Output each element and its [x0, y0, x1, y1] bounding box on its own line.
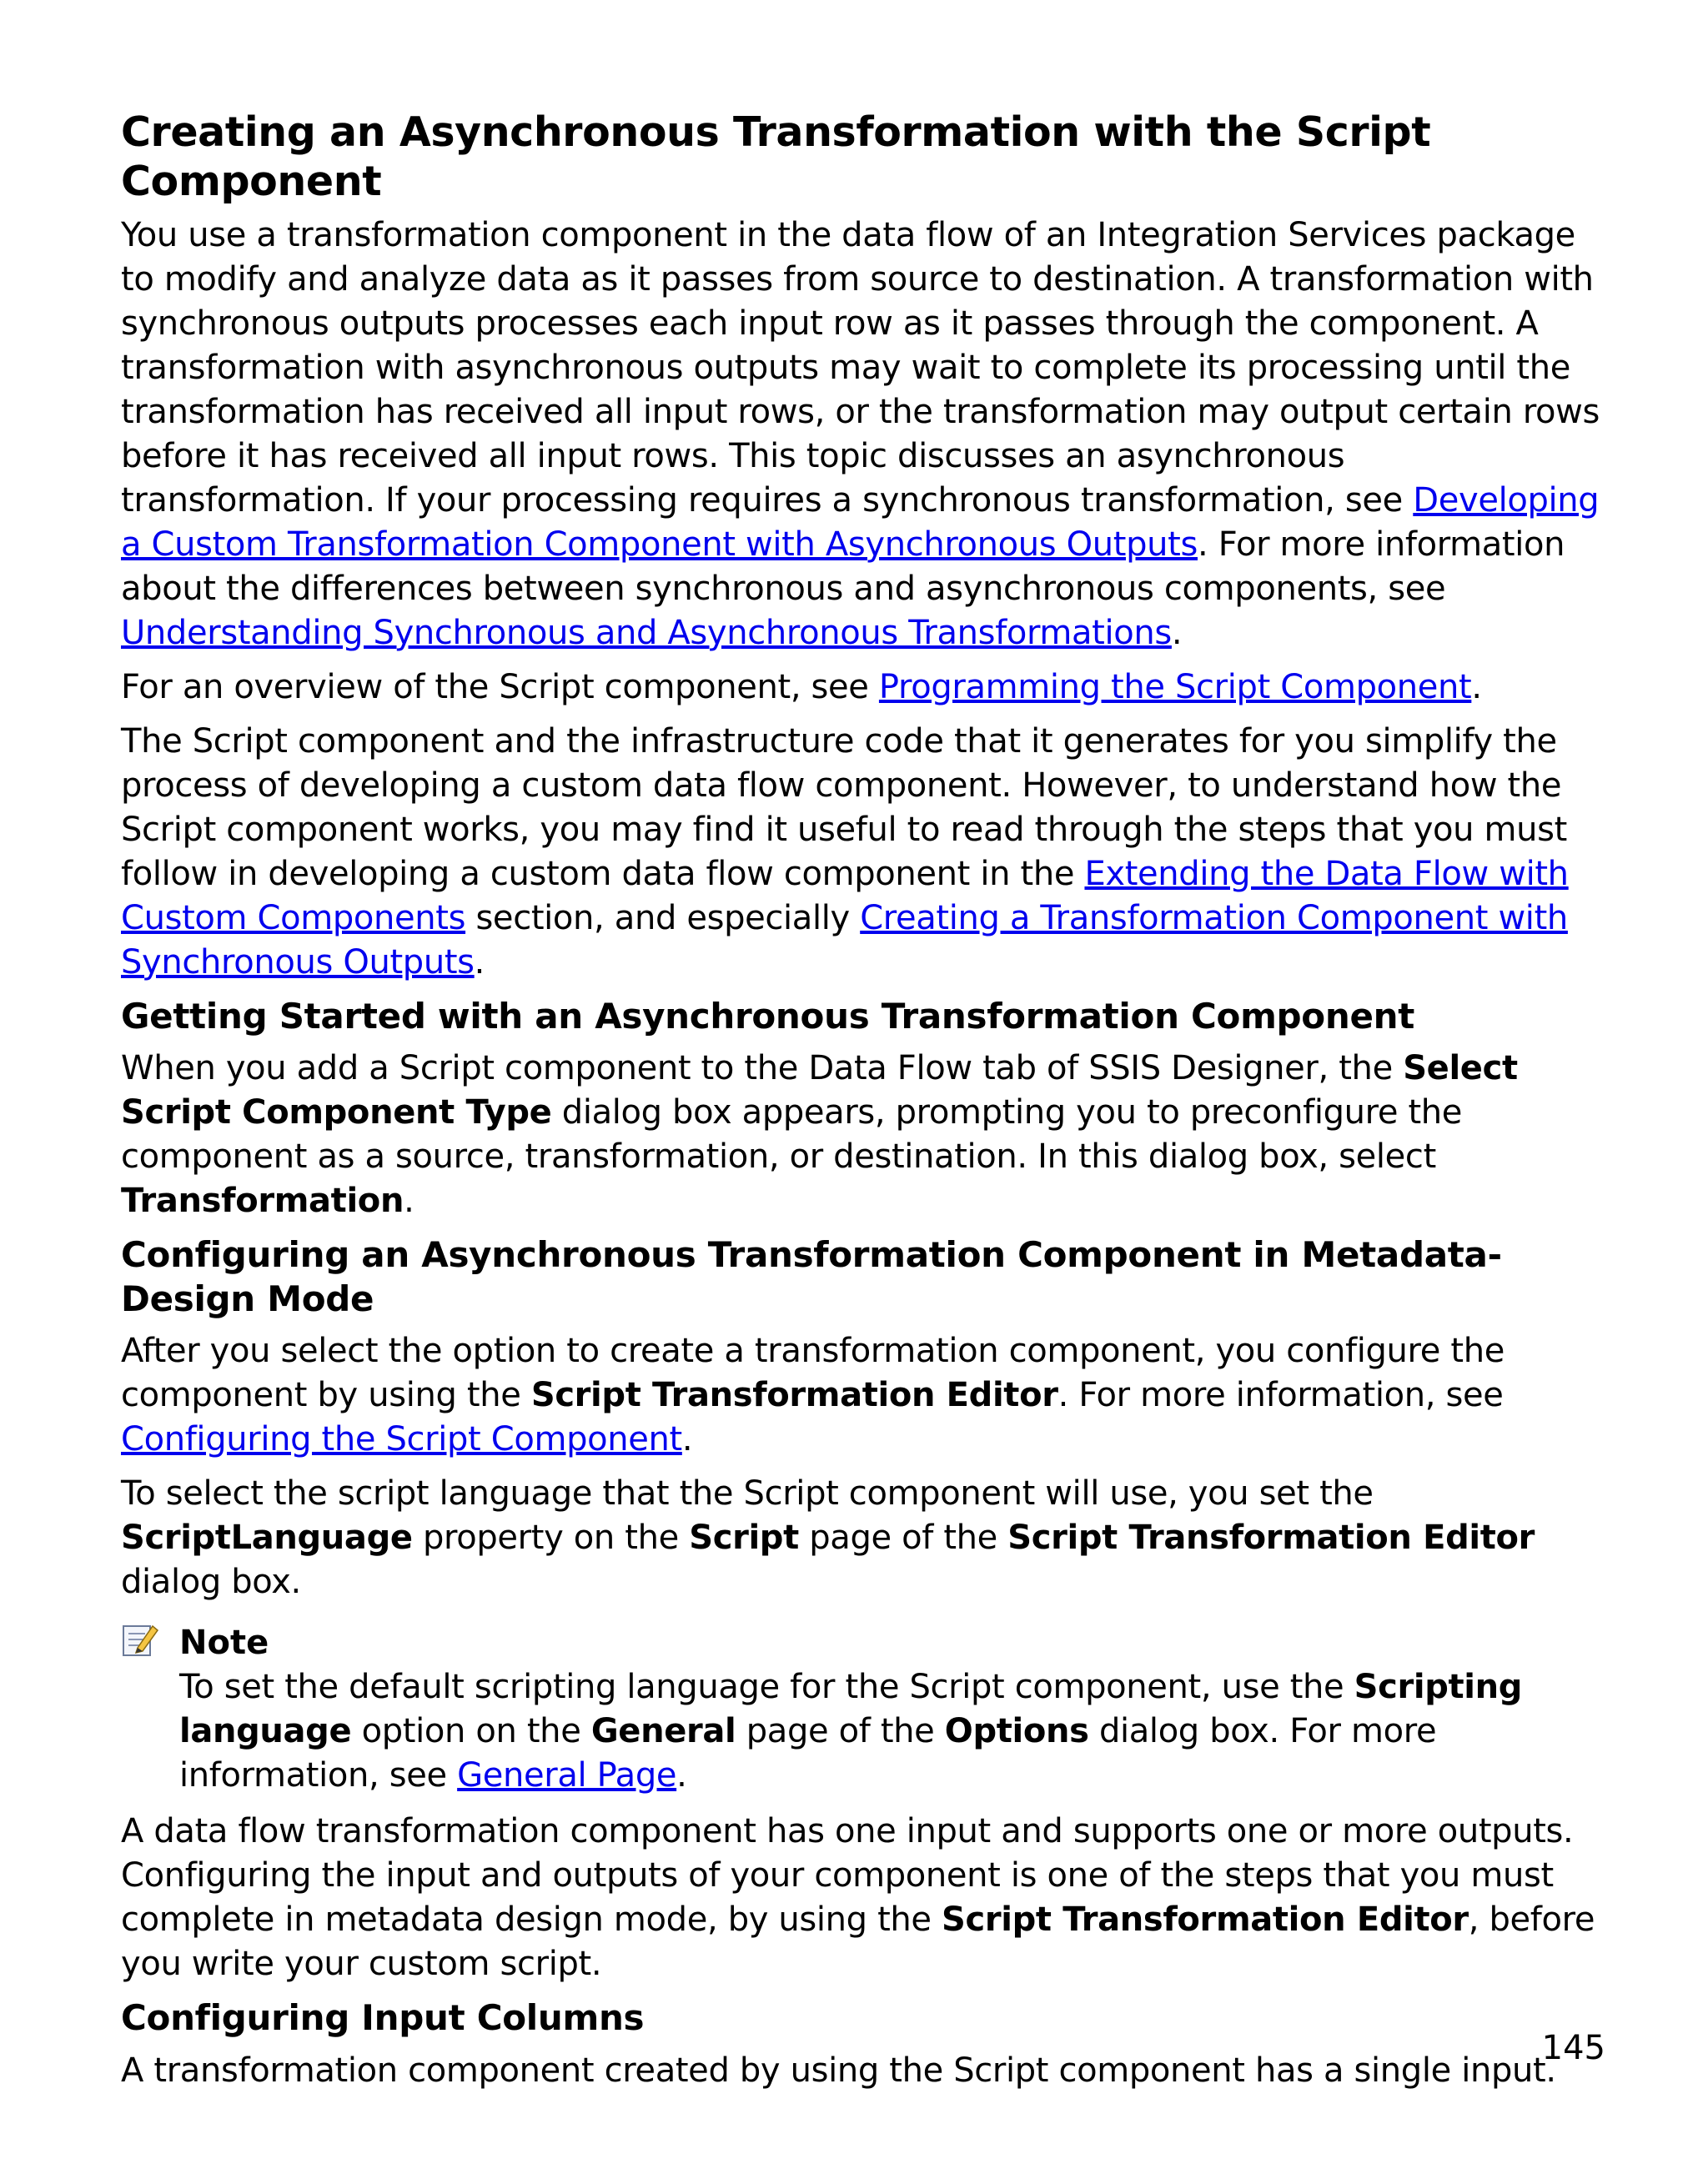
link-extending-data-flow[interactable]: Extending the Data Flow with Custom Components: [121, 854, 1569, 937]
configuring-p2-text-1: To select the script language that the Script component will use, you set the: [121, 1474, 1374, 1514]
note-text-2: option on the: [351, 1712, 591, 1751]
intro-text-3: .: [1171, 613, 1183, 652]
infrastructure-text-3: .: [474, 942, 485, 982]
note-text-4: dialog box. For more information, see: [179, 1712, 1437, 1795]
link-understanding-sync-async[interactable]: Understanding Synchronous and Asynchronous Transformations: [121, 613, 1172, 652]
configuring-paragraph-1: [121, 1329, 1605, 1462]
note-box: [121, 1621, 1605, 1798]
configuring-p1-text-2: . For more information, see: [1057, 1376, 1504, 1415]
link-configuring-script-component[interactable]: Configuring the Script Component: [121, 1420, 682, 1459]
page-title: Creating an Asynchronous Transformation with the Script Component: [121, 108, 1431, 205]
getting-started-bold-2: Transformation: [121, 1182, 404, 1221]
link-programming-script-component[interactable]: Programming the Script Component: [878, 667, 1472, 706]
note-bold-3: Options: [944, 1712, 1089, 1751]
getting-started-text-2: dialog box appears, prompting you to preconfigure the component as a source, transformation, or destination. In this dialog box, select: [121, 1093, 1463, 1177]
heading-configuring: Configuring an Asynchronous Transformation Component in Metadata-Design Mode: [121, 1234, 1502, 1319]
getting-started-paragraph: [121, 1047, 1605, 1223]
intro-text-2: . For more information about the differences between synchronous and asynchronous components, see: [121, 525, 1565, 608]
overview-text-1: For an overview of the Script component, see: [121, 667, 879, 706]
getting-started-text-3: .: [404, 1182, 414, 1221]
link-developing-custom-transformation[interactable]: Developing a Custom Transformation Component with Asynchronous Outputs: [121, 480, 1600, 564]
data-flow-bold-1: Script Transformation Editor: [942, 1900, 1469, 1940]
configuring-p1-text-3: .: [681, 1420, 693, 1459]
configuring-paragraph-2: [121, 1472, 1605, 1604]
note-text-5: .: [676, 1756, 687, 1795]
note-bold-2: General: [590, 1712, 736, 1751]
link-general-page[interactable]: General Page: [457, 1756, 677, 1795]
note-label: Note: [179, 1624, 269, 1663]
data-flow-text-1: A data flow transformation component has one input and supports one or more outputs. Configuring the input and outputs of your component is one of the steps that you must complete in metadata design mode, by using the: [121, 1812, 1574, 1940]
getting-started-bold-1: Select Script Component Type: [121, 1049, 1518, 1132]
input-columns-text-1: A transformation component created by using the Script component has a single input.: [121, 2051, 1556, 2090]
overview-text-2: .: [1471, 667, 1482, 706]
infrastructure-paragraph: [121, 720, 1605, 985]
heading-input-columns: Configuring Input Columns: [121, 1997, 645, 2039]
page-number: 145: [1541, 2029, 1605, 2067]
getting-started-text-1: When you add a Script component to the Data Flow tab of SSIS Designer, the: [121, 1049, 1404, 1088]
note-icon: [121, 1621, 159, 1658]
link-creating-transformation-sync-outputs[interactable]: Creating a Transformation Component with Synchronous Outputs: [121, 898, 1568, 982]
configuring-p2-text-2: property on the: [412, 1519, 690, 1558]
intro-text-1: You use a transformation component in the data flow of an Integration Services package to modify and analyze data as it passes from source to destination. A transformation with synchronous outputs processes each input row as it passes through the component. A transformation with asynchronous outputs may wait to complete its processing until the transformation has received all input rows, or the transformation may output certain rows before it has received all input rows. This topic discusses an asynchronous transformation. If your processing requires a synchronous transformation, see: [121, 215, 1600, 520]
configuring-p2-text-3: page of the: [798, 1519, 1008, 1558]
note-paragraph: [179, 1665, 1605, 1798]
configuring-p2-bold-3: Script Transformation Editor: [1007, 1519, 1535, 1558]
data-flow-paragraph: [121, 1810, 1605, 1986]
configuring-p1-bold-1: Script Transformation Editor: [530, 1376, 1058, 1415]
note-bold-1: Scripting language: [179, 1668, 1523, 1751]
infrastructure-text-1: The Script component and the infrastructure code that it generates for you simplify the process of developing a custom data flow component. However, to understand how the Script component works, you may find it useful to read through the steps that you must follow in developing a custom data flow component in the: [121, 721, 1567, 893]
configuring-p2-bold-1: ScriptLanguage: [121, 1519, 413, 1558]
configuring-p2-text-4: dialog box.: [121, 1563, 301, 1602]
note-text-3: page of the: [736, 1712, 945, 1751]
overview-paragraph: [121, 665, 1605, 710]
configuring-p2-bold-2: Script: [689, 1519, 799, 1558]
note-text-1: To set the default scripting language for the Script component, use the: [179, 1668, 1354, 1707]
configuring-p1-text-1: After you select the option to create a transformation component, you configure the component by using the: [121, 1332, 1505, 1415]
data-flow-text-2: , before you write your custom script.: [121, 1900, 1595, 1984]
infrastructure-text-2: section, and especially: [465, 898, 861, 937]
document-page: [121, 108, 1605, 2103]
intro-paragraph: [121, 213, 1605, 655]
input-columns-paragraph: [121, 2049, 1605, 2093]
heading-getting-started: Getting Started with an Asynchronous Transformation Component: [121, 995, 1415, 1037]
